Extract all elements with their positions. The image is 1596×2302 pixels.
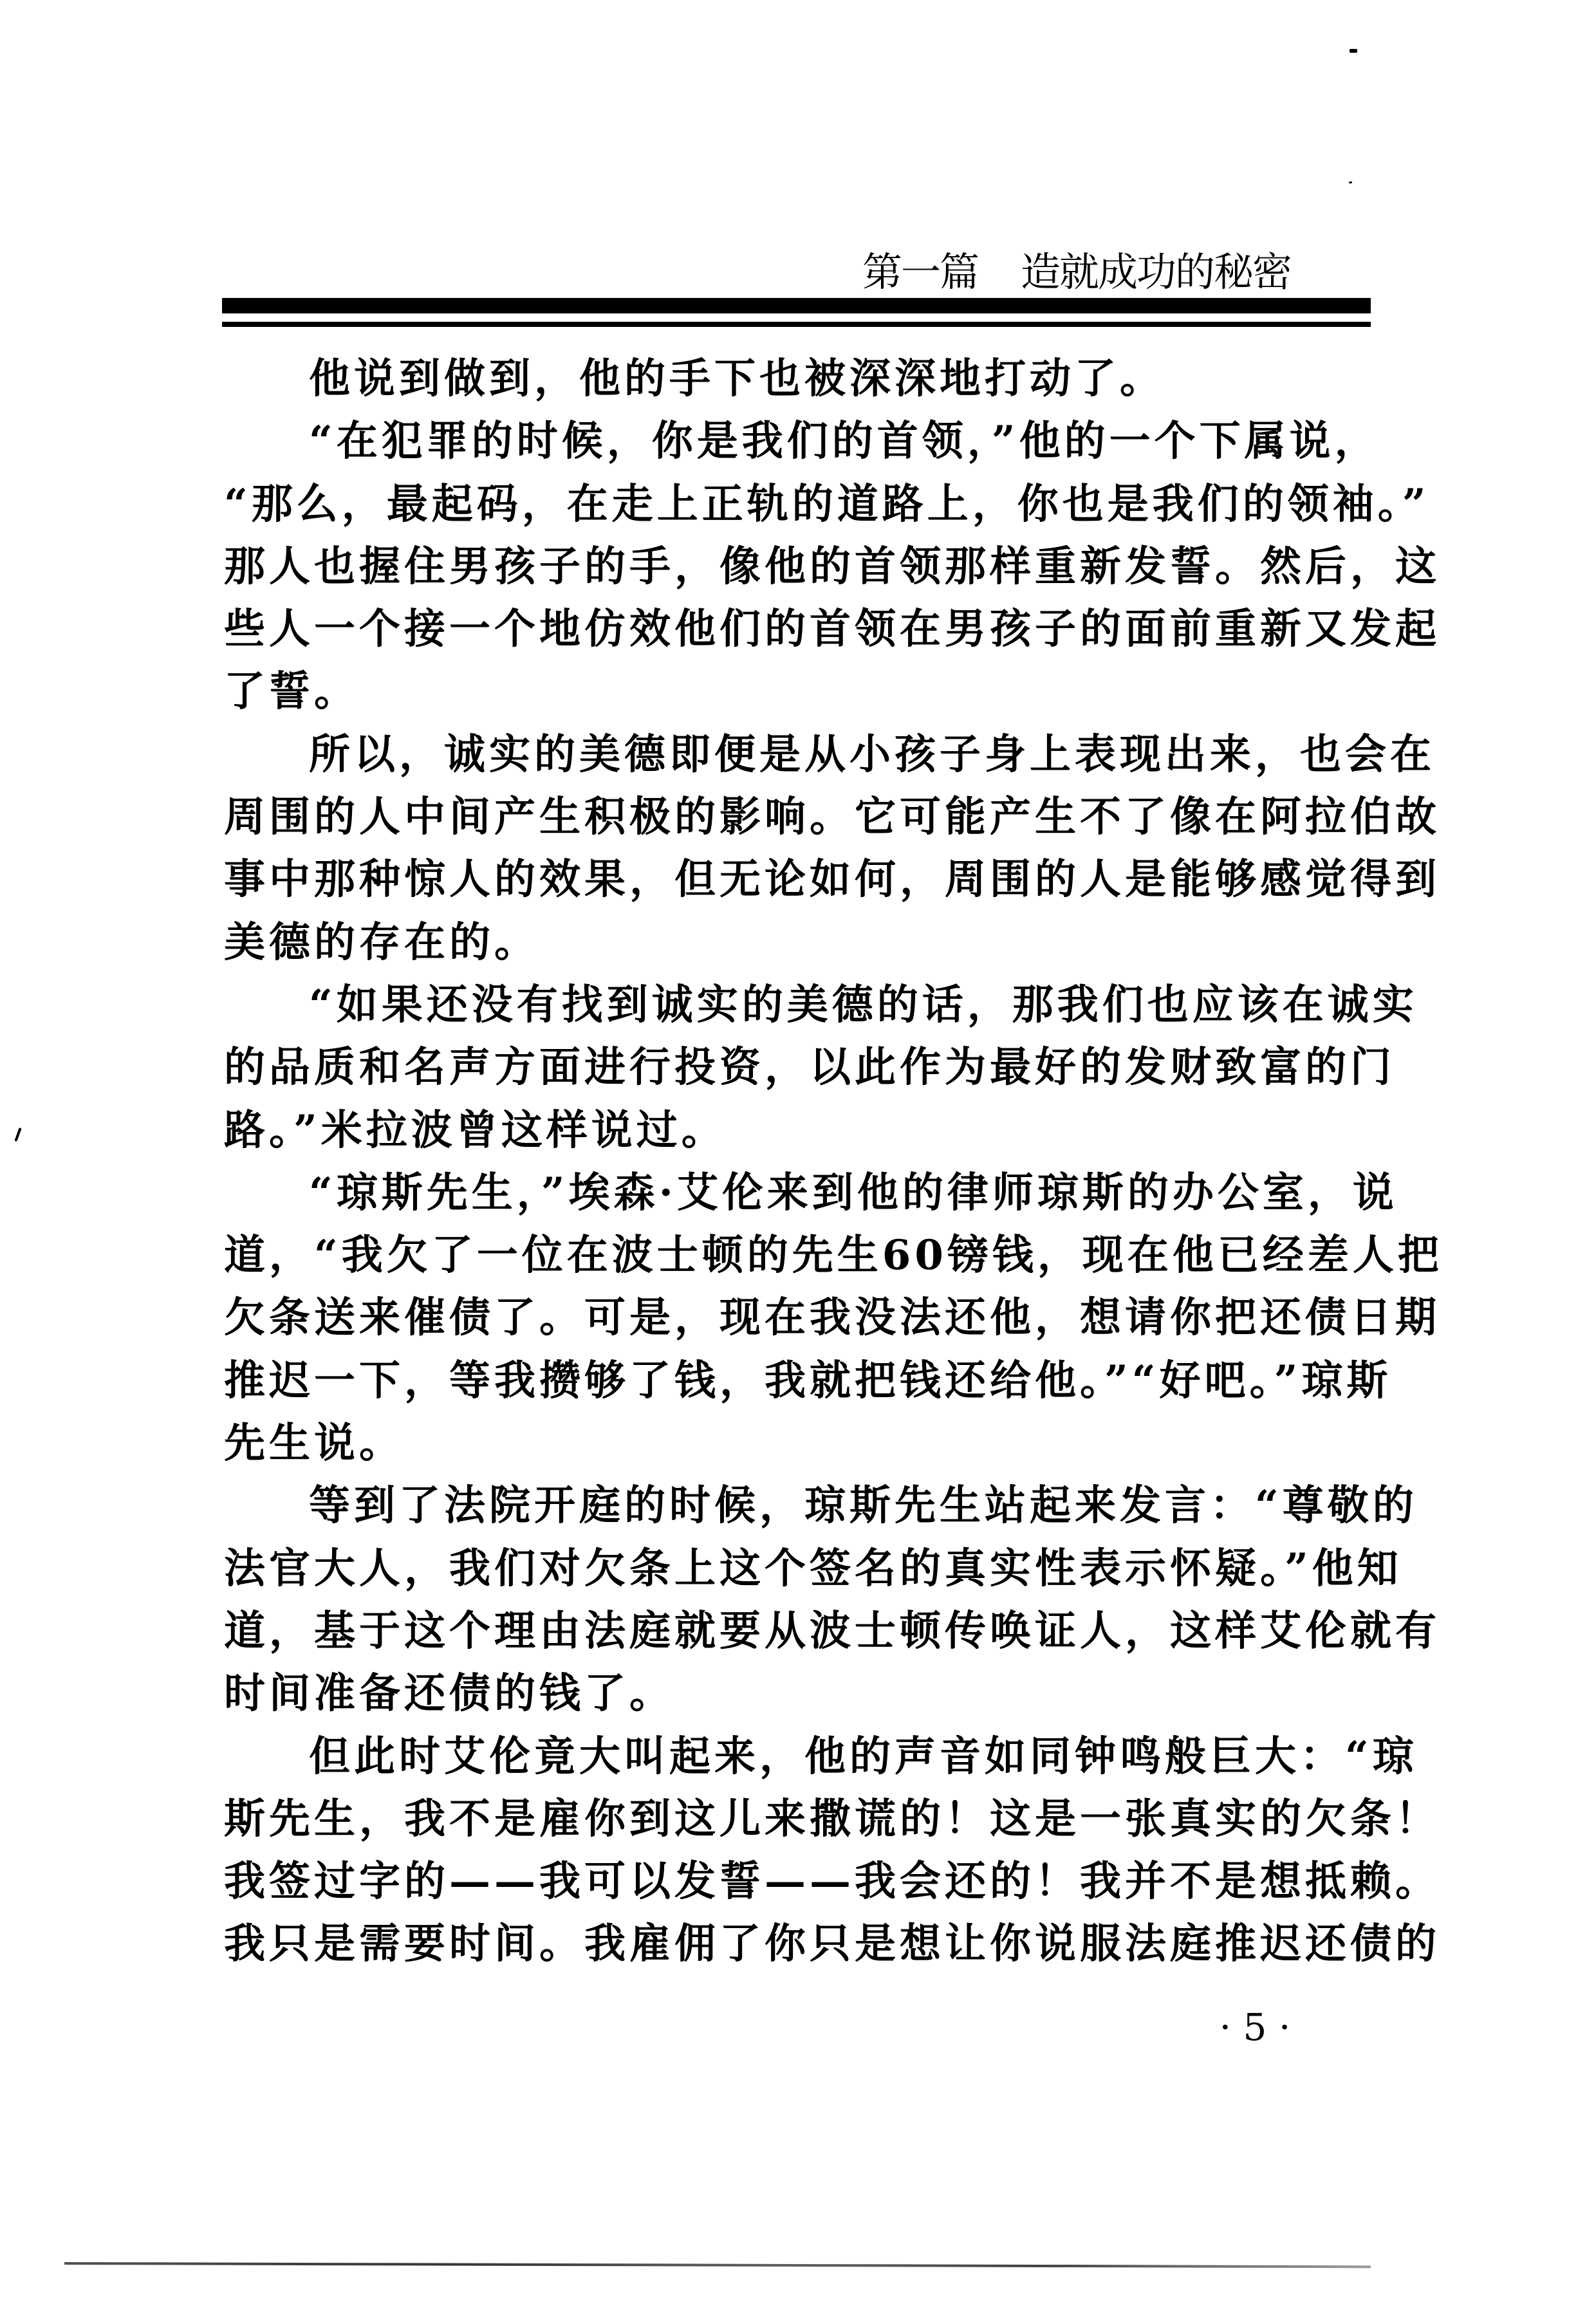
running-header	[862, 250, 1377, 295]
scan-speck	[14, 1128, 21, 1142]
text-line: 我签过字的——我可以发誓——我会还的！我并不是想抵赖。	[224, 1857, 1440, 1906]
text-line: 所以，诚实的美德即便是从小孩子身上表现出来，也会在	[309, 730, 1435, 779]
text-line: 路。”米拉波曾这样说过。	[224, 1106, 727, 1155]
text-line: 欠条送来催债了。可是，现在我没法还他，想请你把还债日期	[224, 1294, 1440, 1342]
text-line: 周围的人中间产生积极的影响。它可能产生不了像在阿拉伯故	[224, 793, 1440, 842]
text-line: “那么，最起码，在走上正轨的道路上，你也是我们的领袖。”	[224, 479, 1430, 528]
text-line: 的品质和名声方面进行投资，以此作为最好的发财致富的门	[224, 1043, 1395, 1092]
text-line: 法官大人，我们对欠条上这个签名的真实性表示怀疑。”他知	[224, 1544, 1402, 1593]
text-line: 道，基于这个理由法庭就要从波士顿传唤证人，这样艾伦就有	[224, 1606, 1440, 1655]
text-line: 但此时艾伦竟大叫起来，他的声音如同钟鸣般巨大：“琼	[309, 1732, 1418, 1781]
text-line: 事中那种惊人的效果，但无论如何，周围的人是能够感觉得到	[224, 855, 1440, 904]
body-text	[224, 348, 1443, 1976]
text-line: 他说到做到，他的手下也被深深地打动了。	[309, 355, 1165, 403]
text-line: 我只是需要时间。我雇佣了你只是想让你说服法庭推迟还债的	[224, 1920, 1440, 1969]
text-line: 了誓。	[224, 667, 359, 716]
text-line: 等到了法院开庭的时候，琼斯先生站起来发言：“尊敬的	[309, 1481, 1418, 1530]
text-line: “在犯罪的时候，你是我们的首领，”他的一个下属说，	[309, 417, 1380, 466]
header-rule-thin	[222, 322, 1371, 327]
scan-speck	[1350, 49, 1357, 53]
text-line: 推迟一下，等我攒够了钱，我就把钱还给他。”“好吧。”琼斯	[224, 1356, 1392, 1405]
text-line: 道，“我欠了一位在波士顿的先生60镑钱，现在他已经差人把	[224, 1231, 1443, 1280]
text-line: “琼斯先生，”埃森·艾伦来到他的律师琼斯的办公室，说	[309, 1168, 1398, 1217]
text-line: 美德的存在的。	[224, 918, 539, 967]
page-number: · 5 ·	[1219, 2005, 1291, 2049]
text-line: 先生说。	[224, 1419, 404, 1468]
text-line: 斯先生，我不是雇你到这儿来撒谎的！这是一张真实的欠条！	[224, 1794, 1440, 1843]
chapter-title: 造就成功的秘密	[1021, 248, 1292, 295]
text-line: 些人一个接一个地仿效他们的首领在男孩子的面前重新又发起	[224, 605, 1440, 654]
text-line: “如果还没有找到诚实的美德的话，那我们也应该在诚实	[309, 980, 1418, 1029]
header-rule-thick	[222, 298, 1371, 313]
text-line: 时间准备还债的钱了。	[224, 1669, 674, 1718]
bottom-scan-line	[64, 2262, 1371, 2268]
scan-speck	[1349, 181, 1352, 183]
text-line: 那人也握住男孩子的手，像他的首领那样重新发誓。然后，这	[224, 542, 1440, 591]
part-label: 第一篇	[862, 248, 979, 295]
